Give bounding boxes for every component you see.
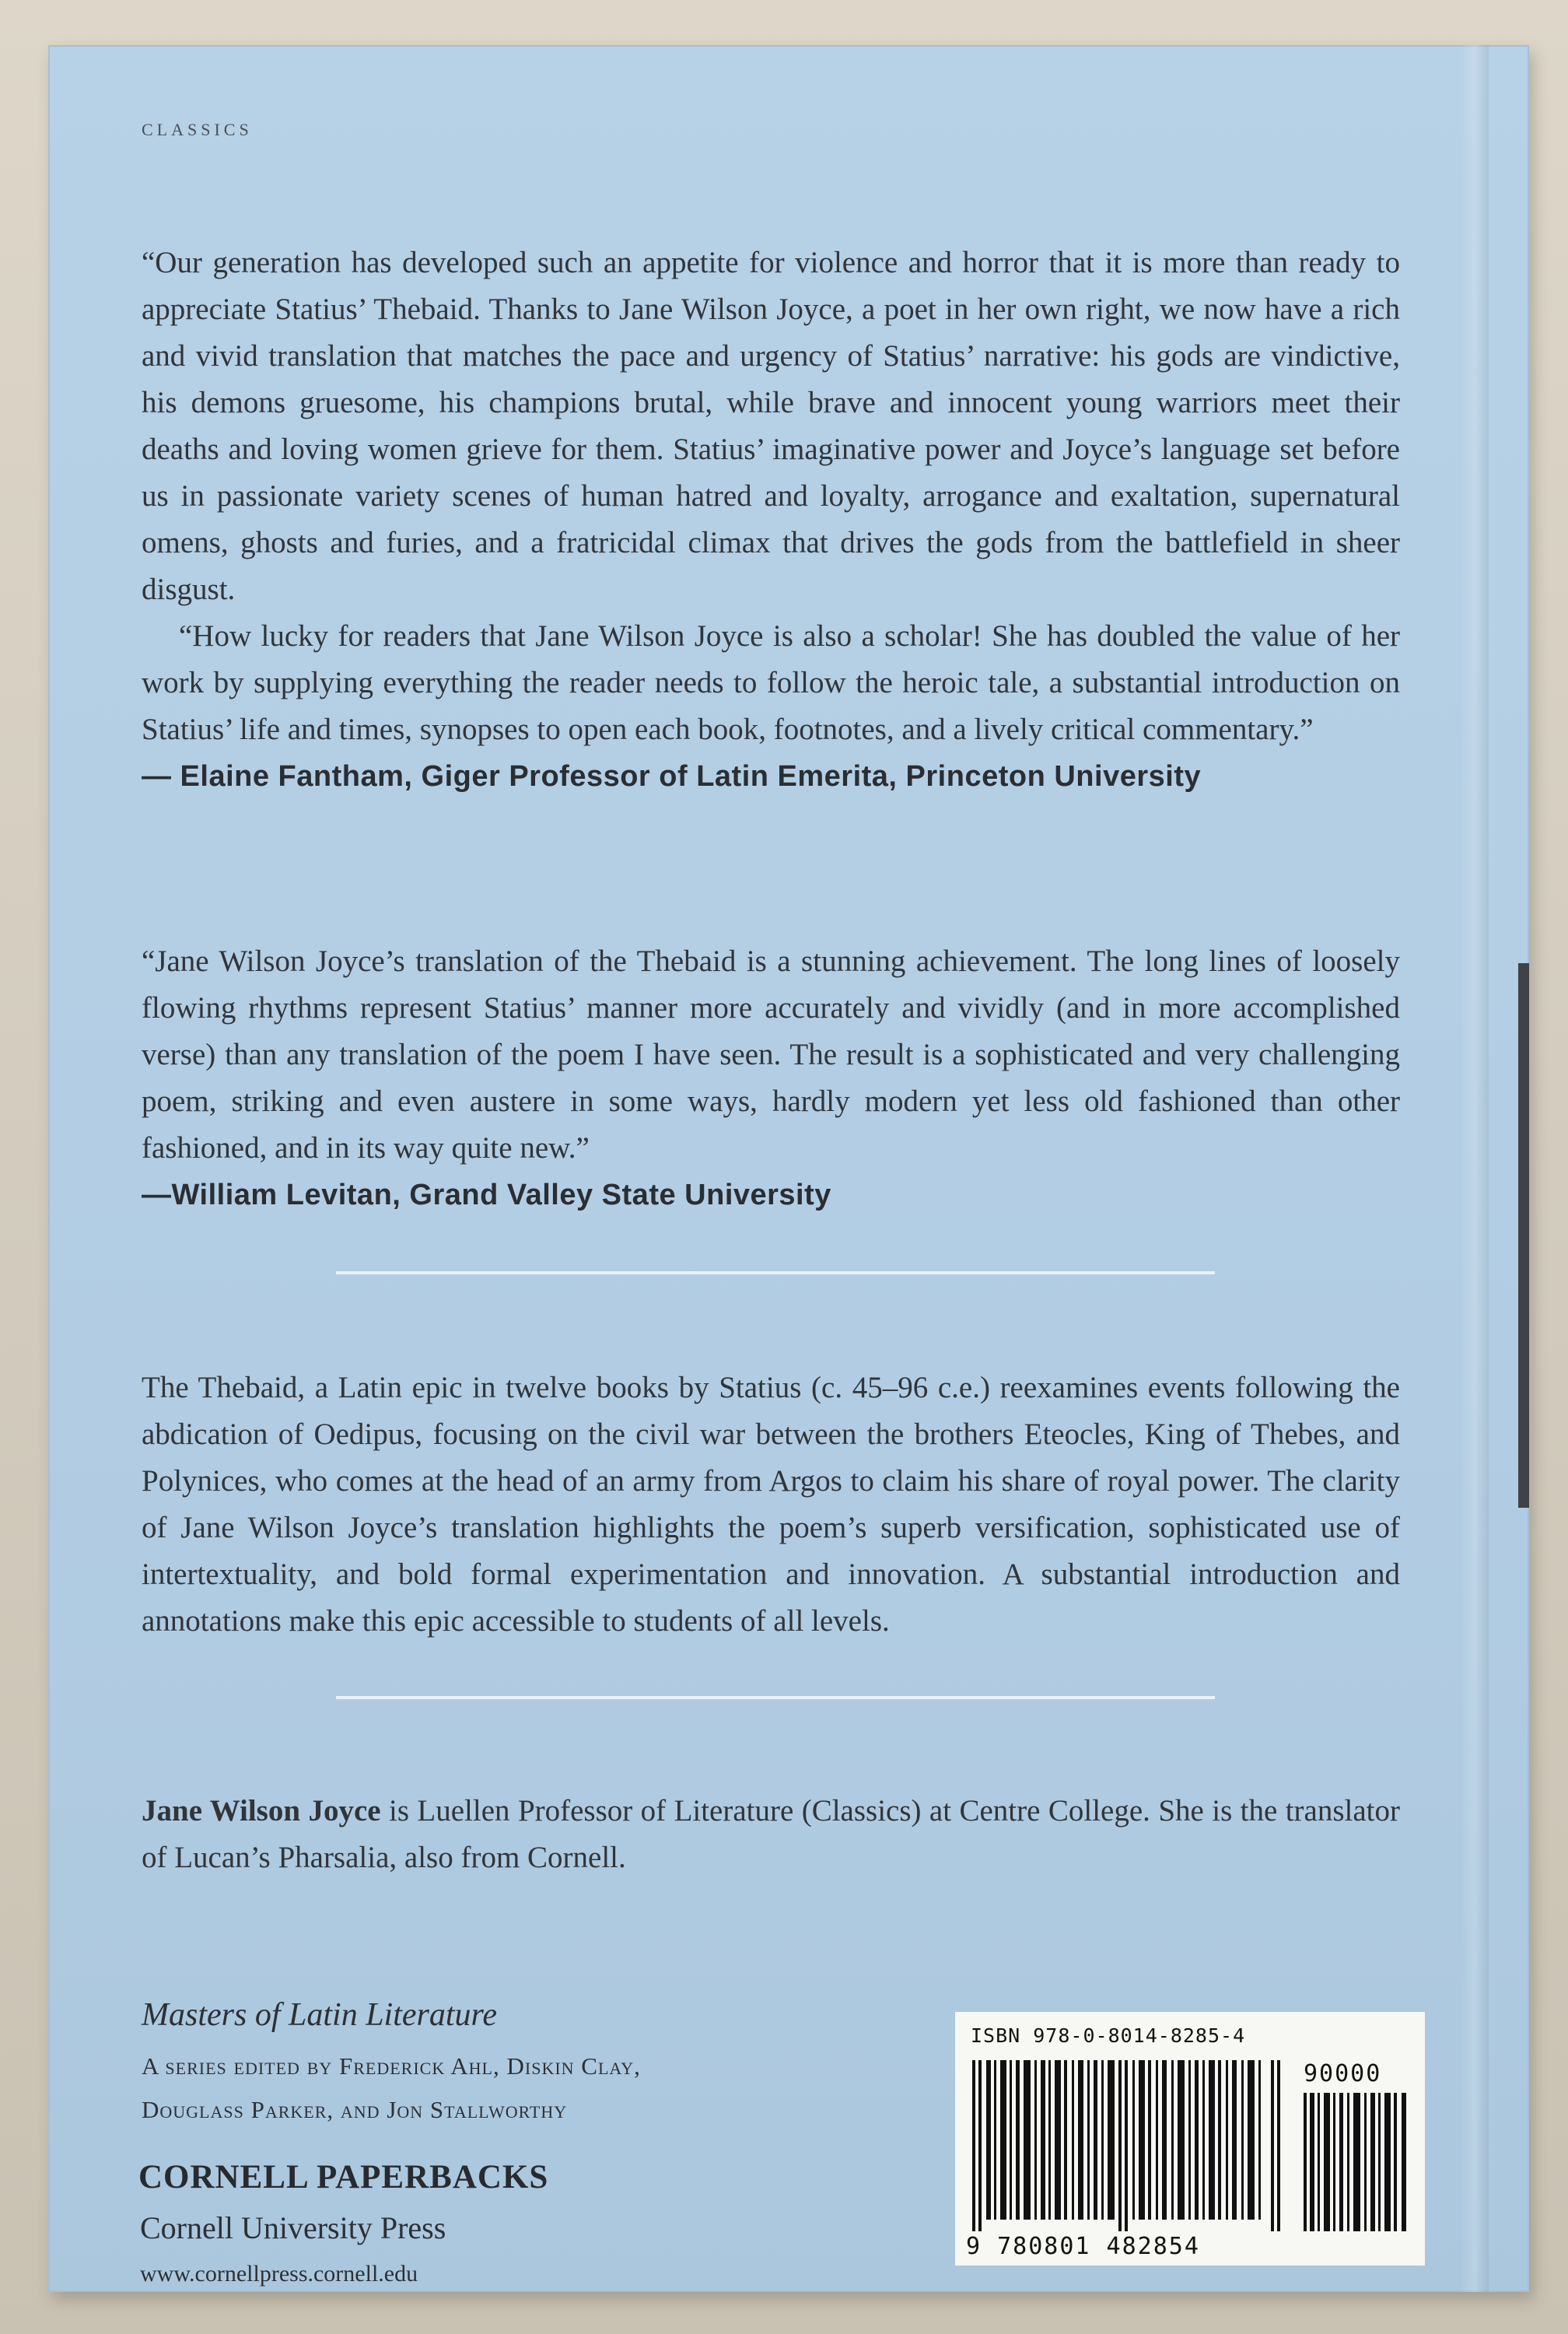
divider-top	[336, 1271, 1215, 1274]
book-description	[142, 1365, 1400, 1645]
author-bio	[142, 1788, 1400, 1881]
book-back-cover	[48, 45, 1529, 2292]
praise-levitan-quote: “Jane Wilson Joyce’s translation of the Thebaid is a stunning achievement. The long lines of loosely flowing rhythms represent Statius’ manner more accurately and vividly (and in more accomplished verse) than any translation of the poem I have seen. The result is a sophisticated and very challenging poem, striking and even austere in some ways, hardly modern yet less old fashioned than other fashioned, and in its way quite new.”	[142, 944, 1400, 1165]
barcode-icon	[972, 2060, 1283, 2231]
praise-fantham-attribution: — Elaine Fantham, Giger Professor of Latin Emerita, Princeton University	[142, 760, 1202, 793]
price-code: 90000	[1304, 2060, 1382, 2087]
praise-fantham-paragraph-2: “How lucky for readers that Jane Wilson Joyce is also a scholar! She has doubled the value of her work by supplying everything the reader needs to follow the heroic tale, a substantial introduction on Statius’ life and times, synopses to open each book, footnotes, and a lively critical commentary.”	[142, 619, 1400, 746]
divider-bottom	[336, 1696, 1215, 1699]
spine-mark	[1518, 963, 1529, 1508]
book-description-text: The Thebaid, a Latin epic in twelve books by Statius (c. 45–96 c.e.) reexamines events following the abdication of Oedipus, focusing on the civil war between the brothers Eteocles, King of Thebes, and Polynices, who comes at the head of an army from Argos to claim his share of royal power. The clarity of Jane Wilson Joyce’s translation highlights the poem’s superb versification, sophisticated use of intertextuality, and bold formal experimentation and innovation. A substantial introduction and annotations make this epic accessible to students of all levels.	[142, 1371, 1400, 1638]
author-bio-text	[142, 1788, 1400, 1881]
isbn-text: ISBN 978-0-8014-8285-4	[971, 2024, 1246, 2047]
author-bio-detail: is Luellen Professor of Literature (Classics) at Centre College. She is the translator of Lucan’s Pharsalia, also from Cornell.	[142, 1794, 1400, 1874]
barcode-label	[955, 2012, 1425, 2266]
praise-fantham-paragraph-1: “Our generation has developed such an appetite for violence and horror that it is more than ready to appreciate Statius’ Thebaid. Thanks to Jane Wilson Joyce, a poet in her own right, we now have a rich and vivid translation that matches the pace and urgency of Statius’ narrative: his gods are vindictive, his demons gruesome, his champions brutal, while brave and innocent young warriors meet their deaths and loving women grieve for them. Statius’ imaginative power and Joyce’s language set before us in passionate variety scenes of human hatred and loyalty, arrogance and exaltation, supernatural omens, ghosts and furies, and a fratricidal climax that drives the gods from the battlefield in sheer disgust.	[142, 246, 1400, 606]
ean-digits: 9 780801 482854	[966, 2233, 1200, 2260]
publisher-imprint: CORNELL PAPERBACKS	[138, 2159, 549, 2196]
praise-levitan-attribution: —William Levitan, Grand Valley State University	[142, 1179, 831, 1211]
spine-fold	[1461, 45, 1489, 2292]
series-editors-line-1: A series edited by Frederick Ahl, Diskin Clay,	[142, 2052, 641, 2080]
series-editors-line-2: Douglass Parker, and Jon Stallworthy	[142, 2096, 568, 2123]
addon-barcode-icon	[1304, 2093, 1408, 2231]
series-editors	[142, 2045, 842, 2132]
category-label: CLASSICS	[142, 120, 253, 139]
publisher-url: www.cornellpress.cornell.edu	[140, 2261, 418, 2287]
author-name: Jane Wilson Joyce	[142, 1794, 381, 1828]
praise-levitan	[142, 938, 1400, 1218]
publisher-press: Cornell University Press	[140, 2210, 446, 2245]
series-title: Masters of Latin Literature	[142, 1997, 497, 2033]
praise-fantham	[142, 240, 1400, 800]
